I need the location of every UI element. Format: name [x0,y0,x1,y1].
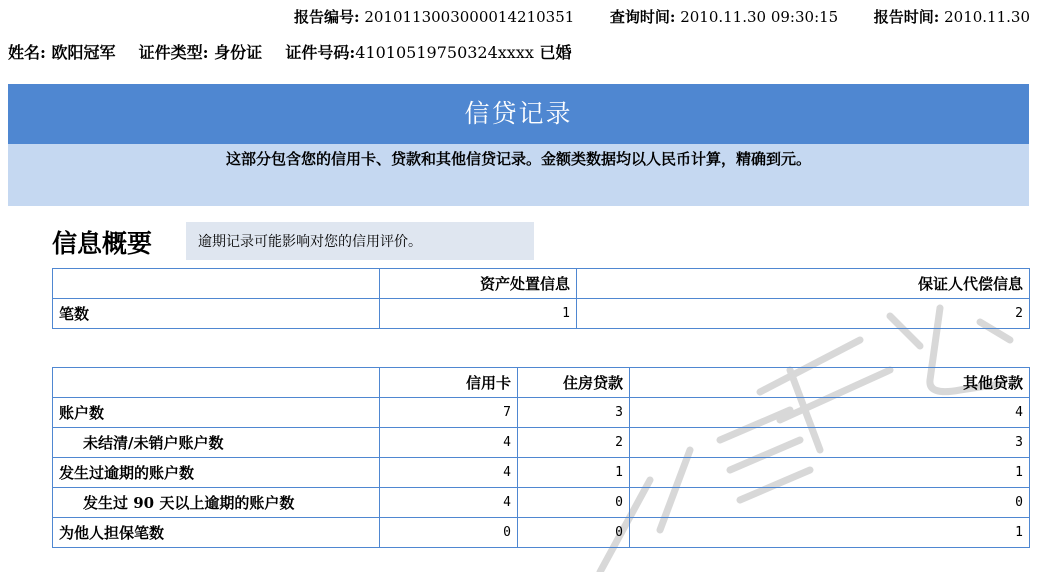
table-header-cell: 住房贷款 [518,368,630,398]
table-cell: 1 [518,458,630,488]
banner-description: 这部分包含您的信用卡、贷款和其他信贷记录。金额类数据均以人民币计算，精确到元。 [8,144,1029,206]
table-cell: 2 [577,299,1030,329]
table-header-cell: 其他贷款 [630,368,1030,398]
table-header-cell: 资产处置信息 [380,269,577,299]
table-cell: 3 [630,428,1030,458]
credit-record-banner [8,84,1029,206]
table-row [53,398,1030,428]
table-cell: 1 [630,458,1030,488]
table-cell: 1 [630,518,1030,548]
query-time-value: 2010.11.30 09:30:15 [680,8,839,26]
report-time-value: 2010.11.30 [944,8,1030,26]
table-cell: 2 [518,428,630,458]
person-info-line [8,40,571,62]
id-number-value: 41010519750324xxxx [355,43,534,62]
table-header-cell [53,269,380,299]
name-value: 欧阳冠军 [51,43,116,62]
table-cell: 4 [380,488,518,518]
table-cell: 4 [380,458,518,488]
table-cell: 4 [380,428,518,458]
account-summary-table [52,367,1030,548]
table-cell: 0 [630,488,1030,518]
table-row [53,518,1030,548]
table-header-cell: 信用卡 [380,368,518,398]
report-header-line [294,6,1030,28]
marital-status: 已婚 [539,43,572,62]
row-label: 账户数 [53,398,380,428]
table-header-row [53,269,1030,299]
report-number-value: 2010113003000014210351 [364,8,575,26]
row-label: 发生过逾期的账户数 [53,458,380,488]
table-cell: 0 [518,488,630,518]
section-note: 逾期记录可能影响对您的信用评价。 [186,222,534,260]
table-row [53,458,1030,488]
table-cell: 0 [518,518,630,548]
report-number-label: 报告编号: [294,8,360,26]
query-time-label: 查询时间: [609,8,676,26]
table-cell: 3 [518,398,630,428]
table-cell: 7 [380,398,518,428]
table-header-cell [53,368,380,398]
table-cell: 4 [630,398,1030,428]
table-header-cell: 保证人代偿信息 [577,269,1030,299]
row-label: 发生过 90 天以上逾期的账户数 [53,488,380,518]
table-row [53,488,1030,518]
row-label: 笔数 [53,299,380,329]
row-label: 为他人担保笔数 [53,518,380,548]
table-cell: 0 [380,518,518,548]
table-row [53,299,1030,329]
row-label: 未结清/未销户账户数 [53,428,380,458]
name-label: 姓名: [8,43,46,62]
table-row [53,428,1030,458]
table-cell: 1 [380,299,577,329]
asset-guarantor-table [52,268,1030,329]
banner-title: 信贷记录 [8,84,1029,144]
table-header-row [53,368,1030,398]
id-number-label: 证件号码: [285,43,356,62]
id-type-label: 证件类型: [138,43,209,62]
id-type-value: 身份证 [214,43,263,62]
section-title: 信息概要 [52,229,153,258]
report-time-label: 报告时间: [873,8,940,26]
